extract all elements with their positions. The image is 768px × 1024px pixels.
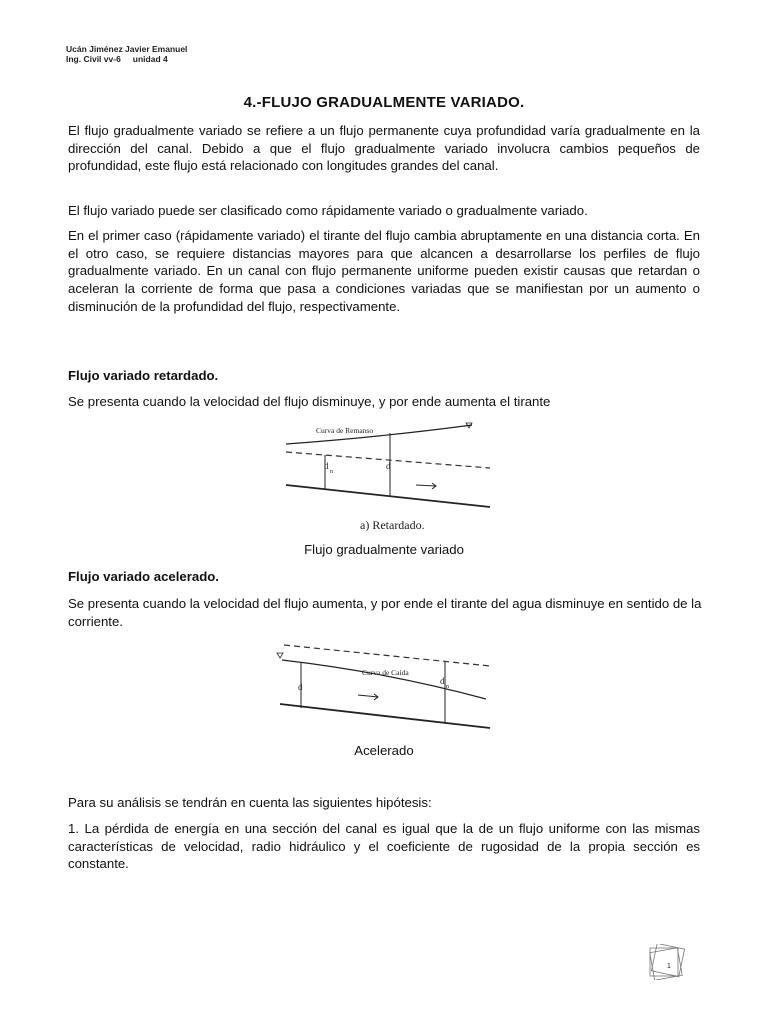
paragraph-cases: En el primer caso (rápidamente variado) el tirante del flujo cambia abruptamente en una distancia corta. En el otro caso, se requiere distancias mayores para que alcancen a desarrollarse los perfiles de flujo gradualmente variado. En un canal con flujo permanente uniforme pueden existir causas que retardan o aceleran la corriente de forma que pasa a condiciones variadas que se manifiestan por un aumento o disminución de la profundidad del flujo, respectivamente. — [68, 228, 700, 314]
heading-acelerado: Flujo variado acelerado. — [68, 569, 219, 584]
hypotheses-intro: Para su análisis se tendrán en cuenta las siguientes hipótesis: — [68, 795, 432, 810]
page-badge-square-3 — [650, 948, 682, 980]
curve-label-remanso: Curva de Remanso — [316, 426, 374, 435]
label-dn-sub-acel: n — [446, 684, 449, 690]
caption-retardado: Flujo gradualmente variado — [304, 542, 464, 557]
label-d-acel: d — [298, 682, 303, 692]
critical-depth-line — [284, 645, 490, 666]
text-acelerado: Se presenta cuando la velocidad del flujo aumenta, y por ende el tirante del agua disminuye en sentido de la corriente. — [68, 596, 702, 629]
paragraph-classification: El flujo variado puede ser clasificado como rápidamente variado o gradualmente variado. — [68, 203, 588, 218]
backwater-curve — [286, 425, 472, 444]
label-dn: d — [324, 461, 329, 471]
channel-bed — [286, 485, 490, 507]
label-d: d — [386, 461, 391, 471]
page-number: 1 — [667, 963, 671, 970]
hypothesis-1: 1. La pérdida de energía en una sección del canal es igual que la de un flujo uniforme con las mismas características de velocidad, radio hidráulico y el coeficiente de rugosidad de la propia sección es constante. — [68, 821, 700, 872]
water-surface-icon-acel — [277, 653, 283, 658]
text-retardado: Se presenta cuando la velocidad del flujo disminuye, y por ende aumenta el tirante — [68, 394, 551, 409]
figure-title-retardado: a) Retardado. — [360, 518, 425, 532]
figure-acelerado — [276, 642, 494, 732]
channel-bed-acelerado — [280, 704, 490, 728]
figure-retardado — [282, 417, 494, 535]
curve-label-caida: Curva de Caída — [362, 668, 409, 677]
paragraph-definition: El flujo gradualmente variado se refiere a un flujo permanente cuya profundidad varía gradualmente en la dirección del canal. Debido a que el flujo gradualmente variado involucra cambios pequeños de profundidad, este flujo está relacionado con longitudes grandes del canal. — [68, 123, 700, 174]
course-line — [66, 54, 187, 64]
heading-retardado: Flujo variado retardado. — [68, 368, 219, 383]
caption-acelerado: Acelerado — [354, 743, 414, 758]
author-name: Ucán Jiménez Javier Emanuel — [66, 44, 188, 54]
flow-arrow — [416, 485, 436, 486]
header-block — [66, 44, 187, 64]
label-dn-sub: n — [330, 469, 333, 475]
course-label: Ing. Civil vv-6 — [66, 54, 121, 64]
drawdown-curve — [282, 660, 486, 699]
label-dn-acel: d — [440, 676, 445, 686]
unit-label: unidad 4 — [132, 54, 168, 64]
page-title: 4.-FLUJO GRADUALMENTE VARIADO. — [243, 94, 525, 111]
page-number-badge — [646, 944, 686, 980]
